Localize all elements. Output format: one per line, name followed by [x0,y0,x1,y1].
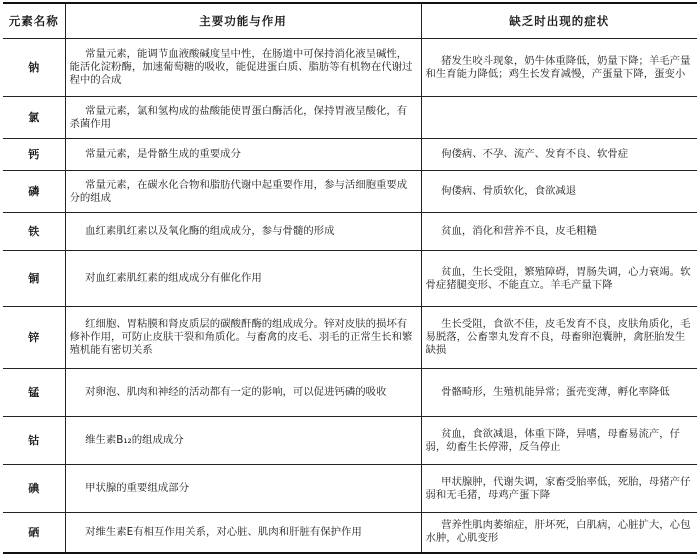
element-name-cell: 氯 [3,97,65,139]
function-cell: 常量元素，在碳水化合物和脂肪代谢中起重要作用，参与活细胞重要成分的组成 [65,171,421,213]
function-cell: 对卵泡、肌肉和神经的活动都有一定的影响，可以促进钙磷的吸收 [65,369,421,417]
table-row [3,213,697,251]
element-name-cell: 磷 [3,171,65,213]
table-row [3,97,697,139]
element-name-cell: 硒 [3,513,65,553]
function-cell: 常量元素，氯和氢构成的盐酸能使胃蛋白酶活化，保持胃液呈酸化，有杀菌作用 [65,97,421,139]
element-name-cell: 锌 [3,307,65,369]
function-cell: 维生素B₁₂的组成成分 [65,417,421,465]
table-row [3,369,697,417]
table-row [3,513,697,553]
symptoms-cell [421,97,697,139]
symptoms-cell: 营养性肌肉萎缩症，肝坏死，白肌病，心脏扩大，心包水肿，心肌变形 [421,513,697,553]
symptoms-cell: 贫血，消化和营养不良，皮毛粗糙 [421,213,697,251]
symptoms-cell: 佝偻病、骨质软化，食欲减退 [421,171,697,213]
function-cell: 对血红素肌红素的组成成分有催化作用 [65,251,421,307]
function-cell: 甲状腺的重要组成部分 [65,465,421,513]
symptoms-cell: 甲状腺肿，代谢失调，家畜受胎率低，死胎，母猪产仔弱和无毛猪，母鸡产蛋下降 [421,465,697,513]
symptoms-cell: 贫血，生长受阻，繁殖障碍，胃肠失调，心力衰竭。软骨症猪腿变形、不能直立。羊毛产量下降 [421,251,697,307]
table-row [3,307,697,369]
element-name-cell: 锰 [3,369,65,417]
function-cell: 常量元素，能调节血液酸碱度呈中性，在肠道中可保持消化液呈碱性，能活化淀粉酶，加速葡萄糖的吸收，能促进蛋白质、脂肪等有机物在代谢过程中的合成 [65,39,421,97]
symptoms-cell: 佝偻病、不孕、流产、发育不良、软骨症 [421,139,697,171]
element-name-cell: 铜 [3,251,65,307]
function-cell: 对维生素E有相互作用关系，对心脏、肌肉和肝脏有保护作用 [65,513,421,553]
symptoms-cell: 生长受阻，食欲不佳，皮毛发育不良，皮肤角质化，毛易脱落，公畜睾丸发育不良，母畜卵泡囊肿，禽胚胎发生缺损 [421,307,697,369]
element-function-table [3,2,697,554]
function-cell: 常量元素，是骨骼生成的重要成分 [65,139,421,171]
function-cell: 红细胞、胃粘膜和肾皮质层的碳酸酐酶的组成成分。锌对皮肤的损坏有修补作用，可防止皮肤干裂和角质化。与畜禽的皮毛、羽毛的正常生长和繁殖机能有密切关系 [65,307,421,369]
element-name-cell: 铁 [3,213,65,251]
table-header-row [3,3,697,39]
symptoms-cell: 猪发生咬斗现象，奶牛体重降低，奶量下降；羊毛产量和生育能力降低；鸡生长发育减慢，产蛋量下降，蛋变小 [421,39,697,97]
table-row [3,39,697,97]
table-row [3,139,697,171]
element-name-cell: 钙 [3,139,65,171]
element-name-cell: 碘 [3,465,65,513]
symptoms-cell: 贫血，食欲减退，体重下降，异嗜，母畜易流产，仔弱，幼畜生长停滞，反刍停止 [421,417,697,465]
element-name-cell: 钠 [3,39,65,97]
symptoms-cell: 骨骼畸形，生殖机能异常；蛋壳变薄，孵化率降低 [421,369,697,417]
table-row [3,171,697,213]
header-function: 主要功能与作用 [65,3,421,39]
function-cell: 血红素肌红素以及氧化酶的组成成分，参与骨髓的形成 [65,213,421,251]
header-symptoms: 缺乏时出现的症状 [421,3,697,39]
table-row [3,417,697,465]
table-row [3,465,697,513]
element-name-cell: 钴 [3,417,65,465]
table-row [3,251,697,307]
header-element-name: 元素名称 [3,3,65,39]
